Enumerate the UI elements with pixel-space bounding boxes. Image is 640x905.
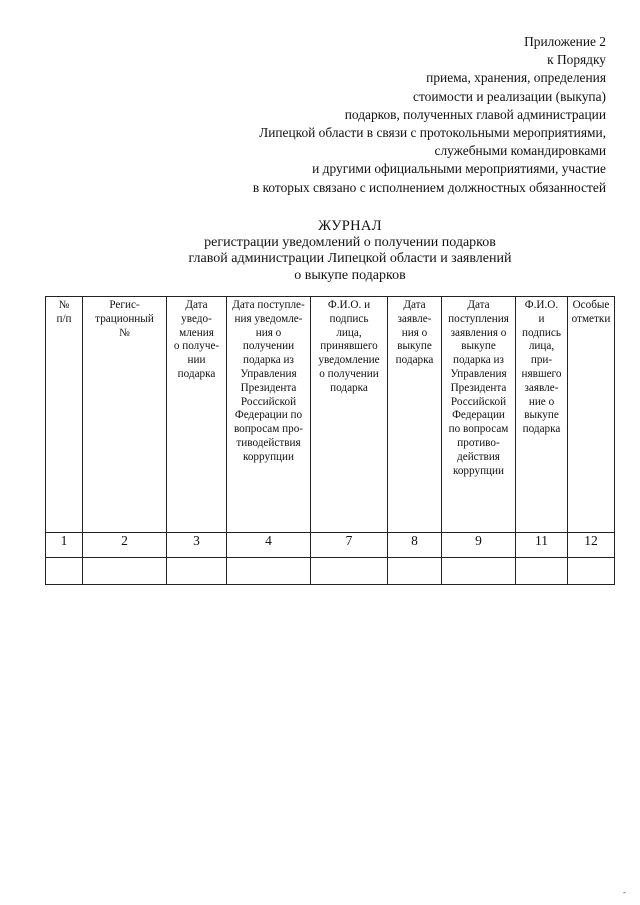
- table-row: [46, 558, 615, 585]
- appendix-line: в которых связано с исполнением должностных обязанностей: [252, 179, 606, 195]
- header-cell-receipt-date: Дата поступле- ния уведомле- ния о получении подарка из Управления Президента Российской Федерации по вопросам про- тиводействия коррупции: [227, 297, 311, 533]
- column-number: 7: [311, 533, 388, 558]
- header-cell-registration: Регис- трационный №: [83, 297, 167, 533]
- appendix-line: Приложение 2: [524, 34, 606, 49]
- appendix-line: к Порядку: [547, 52, 606, 68]
- appendix-line: служебными командировками: [434, 143, 606, 159]
- table-cell: [568, 558, 615, 585]
- header-cell-application-date: Дата заявле- ния о выкупе подарка: [388, 297, 442, 533]
- appendix-line: приема, хранения, определения: [426, 70, 606, 86]
- journal-subtitle-line: регистрации уведомлений о получении подарков: [204, 234, 496, 250]
- table-cell: [227, 558, 311, 585]
- journal-subtitle-line: главой администрации Липецкой области и заявлений: [188, 251, 512, 266]
- header-cell-application-receipt: Дата поступления заявления о выкупе подарка из Управления Президента Российской Федерации по вопросам противо- действия коррупции: [442, 297, 516, 533]
- table-cell: [46, 558, 83, 585]
- table-cell: [311, 558, 388, 585]
- column-number: 4: [227, 533, 311, 558]
- header-cell-notice-date: Дата уведо- мления о получе- нии подарка: [167, 297, 227, 533]
- journal-title-block: [0, 218, 640, 284]
- appendix-line: Липецкой области в связи с протокольными мероприятиями,: [259, 125, 606, 141]
- table-cell: [388, 558, 442, 585]
- table-header-row: [46, 297, 615, 533]
- page-corner-mark: -: [623, 887, 626, 897]
- header-cell-application-acceptor: Ф.И.О. и подпись лица, при- нявшего заявле- ние о выкупе подарка: [516, 297, 568, 533]
- table-cell: [516, 558, 568, 585]
- journal-subtitle-line: о выкупе подарков: [294, 267, 406, 283]
- table-number-row: [46, 533, 615, 558]
- column-number: 3: [167, 533, 227, 558]
- header-cell-number: № п/п: [46, 297, 83, 533]
- table-cell: [167, 558, 227, 585]
- table-cell: [83, 558, 167, 585]
- column-number: 8: [388, 533, 442, 558]
- appendix-line: подарков, полученных главой администрации: [344, 106, 606, 122]
- appendix-block: [253, 33, 606, 197]
- journal-heading: ЖУРНАЛ: [318, 218, 382, 234]
- header-cell-notes: Особые отметки: [568, 297, 615, 533]
- column-number: 9: [442, 533, 516, 558]
- column-number: 11: [516, 533, 568, 558]
- column-number: 12: [568, 533, 615, 558]
- header-cell-acceptor: Ф.И.О. и подпись лица, принявшего уведомление о получении подарка: [311, 297, 388, 533]
- appendix-line: и другими официальными мероприятиями, участие: [312, 161, 606, 177]
- journal-table: [45, 296, 615, 585]
- column-number: 2: [83, 533, 167, 558]
- column-number: 1: [46, 533, 83, 558]
- appendix-line: стоимости и реализации (выкупа): [413, 88, 606, 104]
- table-cell: [442, 558, 516, 585]
